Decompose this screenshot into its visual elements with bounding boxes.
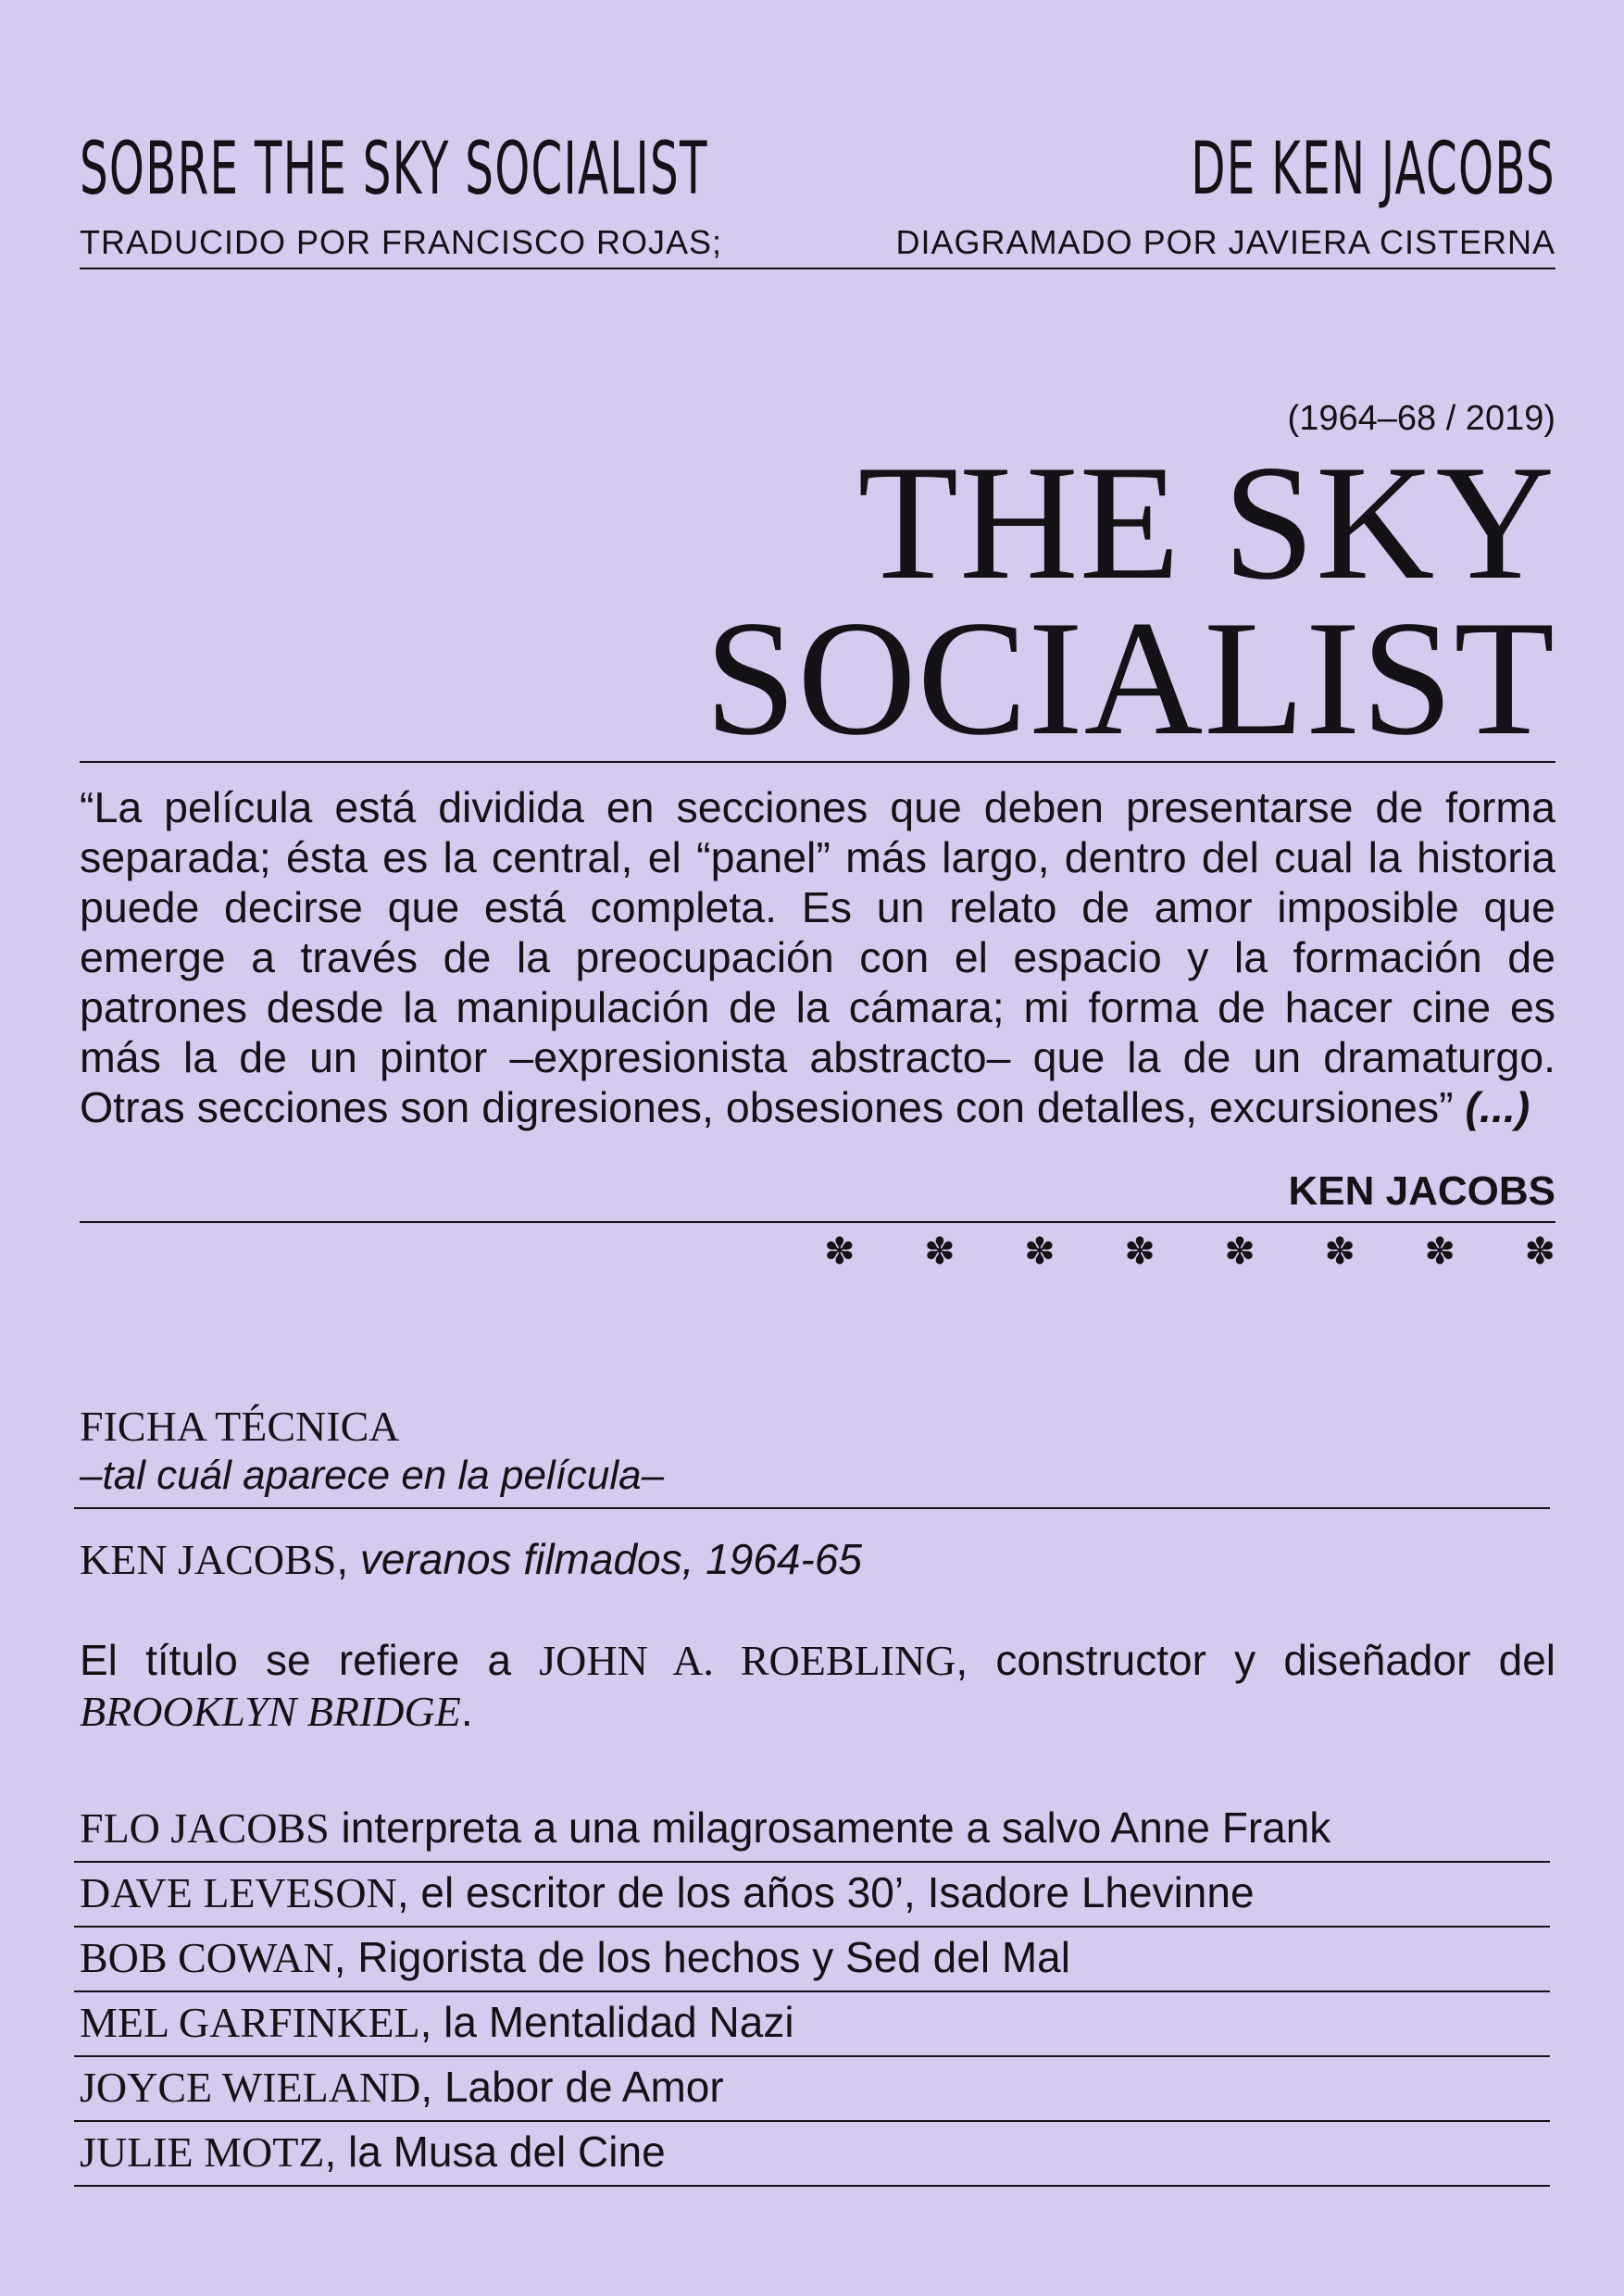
- ornament-icon: ✽: [1124, 1231, 1156, 1272]
- ornament-icon: ✽: [1524, 1231, 1555, 1272]
- cast-row: [74, 2122, 1550, 2187]
- header-divider: [80, 268, 1555, 269]
- cast-row: [74, 1863, 1550, 1928]
- title-note-text: El título se refiere a: [80, 1636, 540, 1684]
- cast-role: interpreta a una milagrosamente a salvo Anne Frank: [329, 1803, 1331, 1852]
- cast-row: [74, 1992, 1550, 2057]
- ficha-divider: [74, 1507, 1550, 1509]
- ornament-icon: ✽: [1024, 1231, 1056, 1272]
- page: [80, 0, 1555, 2296]
- cast-name: JOYCE WIELAND: [80, 2064, 421, 2111]
- title-note-name: JOHN A. ROEBLING: [539, 1637, 956, 1684]
- credit-name: KEN JACOBS: [80, 1536, 337, 1583]
- film-title-line-1: THE SKY: [857, 430, 1555, 614]
- header-designer: DIAGRAMADO POR JAVIERA CISTERNA: [895, 223, 1555, 261]
- header-translator: TRADUCIDO POR FRANCISCO ROJAS;: [80, 223, 723, 261]
- ficha-subheading: –tal cuál aparece en la película–: [80, 1453, 665, 1498]
- ornament-icon: ✽: [824, 1231, 856, 1272]
- cast-role: , el escritor de los años 30’, Isadore Lhevinne: [396, 1868, 1255, 1916]
- title-note: [80, 1635, 1555, 1737]
- cast-row: [74, 1798, 1550, 1863]
- cast-name: JULIE MOTZ: [80, 2128, 325, 2176]
- title-note-text: , constructor y diseñador del: [956, 1636, 1555, 1684]
- quote-author: KEN JACOBS: [1288, 1168, 1555, 1214]
- title-note-end: .: [460, 1687, 473, 1735]
- title-note-bridge: BROOKLYN BRIDGE: [80, 1688, 461, 1735]
- quote-text: “La película está dividida en secciones que deben presentarse de forma separada; ésta es la central, el “panel” más largo, dentro del cual la historia puede decirse que está completa. Es un relato de amor imposible que emerge a través de la preocupación con el espacio y la formación de patrones desde la manipulación de la cámara; mi forma de hacer cine es más la de un pintor –expresionista abstracto– que la de un dramaturgo. Otras secciones son digresiones, obsesiones con detalles, excursiones”: [80, 783, 1555, 1131]
- director-quote: [80, 782, 1555, 1132]
- credit-detail: veranos filmados, 1964-65: [359, 1535, 862, 1583]
- cast-role: , la Mentalidad Nazi: [419, 1998, 794, 2046]
- cast-row: [74, 1928, 1550, 1992]
- film-years: (1964–68 / 2019): [1287, 399, 1555, 438]
- ornament-icon: ✽: [1424, 1231, 1455, 1272]
- cast-name: FLO JACOBS: [80, 1804, 330, 1852]
- ornament-icon: ✽: [1224, 1231, 1255, 1272]
- title-divider: [80, 761, 1555, 763]
- credit-sep: ,: [336, 1535, 360, 1583]
- cast-row: [74, 2057, 1550, 2122]
- ornament-row: [824, 1231, 1555, 1272]
- ornament-icon: ✽: [1324, 1231, 1355, 1272]
- ficha-heading: FICHA TÉCNICA: [80, 1403, 400, 1450]
- cast-role: , Rigorista de los hechos y Sed del Mal: [333, 1933, 1070, 1981]
- cast-name: DAVE LEVESON: [80, 1869, 397, 1916]
- ornament-icon: ✽: [924, 1231, 956, 1272]
- quote-divider: [80, 1221, 1555, 1223]
- credit-line: [80, 1534, 862, 1585]
- film-title-line-2: SOCIALIST: [705, 586, 1555, 769]
- quote-ellipsis: (...): [1465, 1083, 1530, 1131]
- cast-role: , la Musa del Cine: [324, 2128, 666, 2176]
- cast-name: MEL GARFINKEL: [80, 1999, 420, 2046]
- header-title-left: SOBRE THE SKY SOCIALIST: [80, 128, 708, 211]
- cast-role: , Labor de Amor: [420, 2063, 724, 2111]
- header-title-right: DE KEN JACOBS: [1191, 128, 1555, 211]
- cast-name: BOB COWAN: [80, 1934, 334, 1981]
- film-title: [705, 430, 1555, 769]
- cast-list: [74, 1798, 1550, 2187]
